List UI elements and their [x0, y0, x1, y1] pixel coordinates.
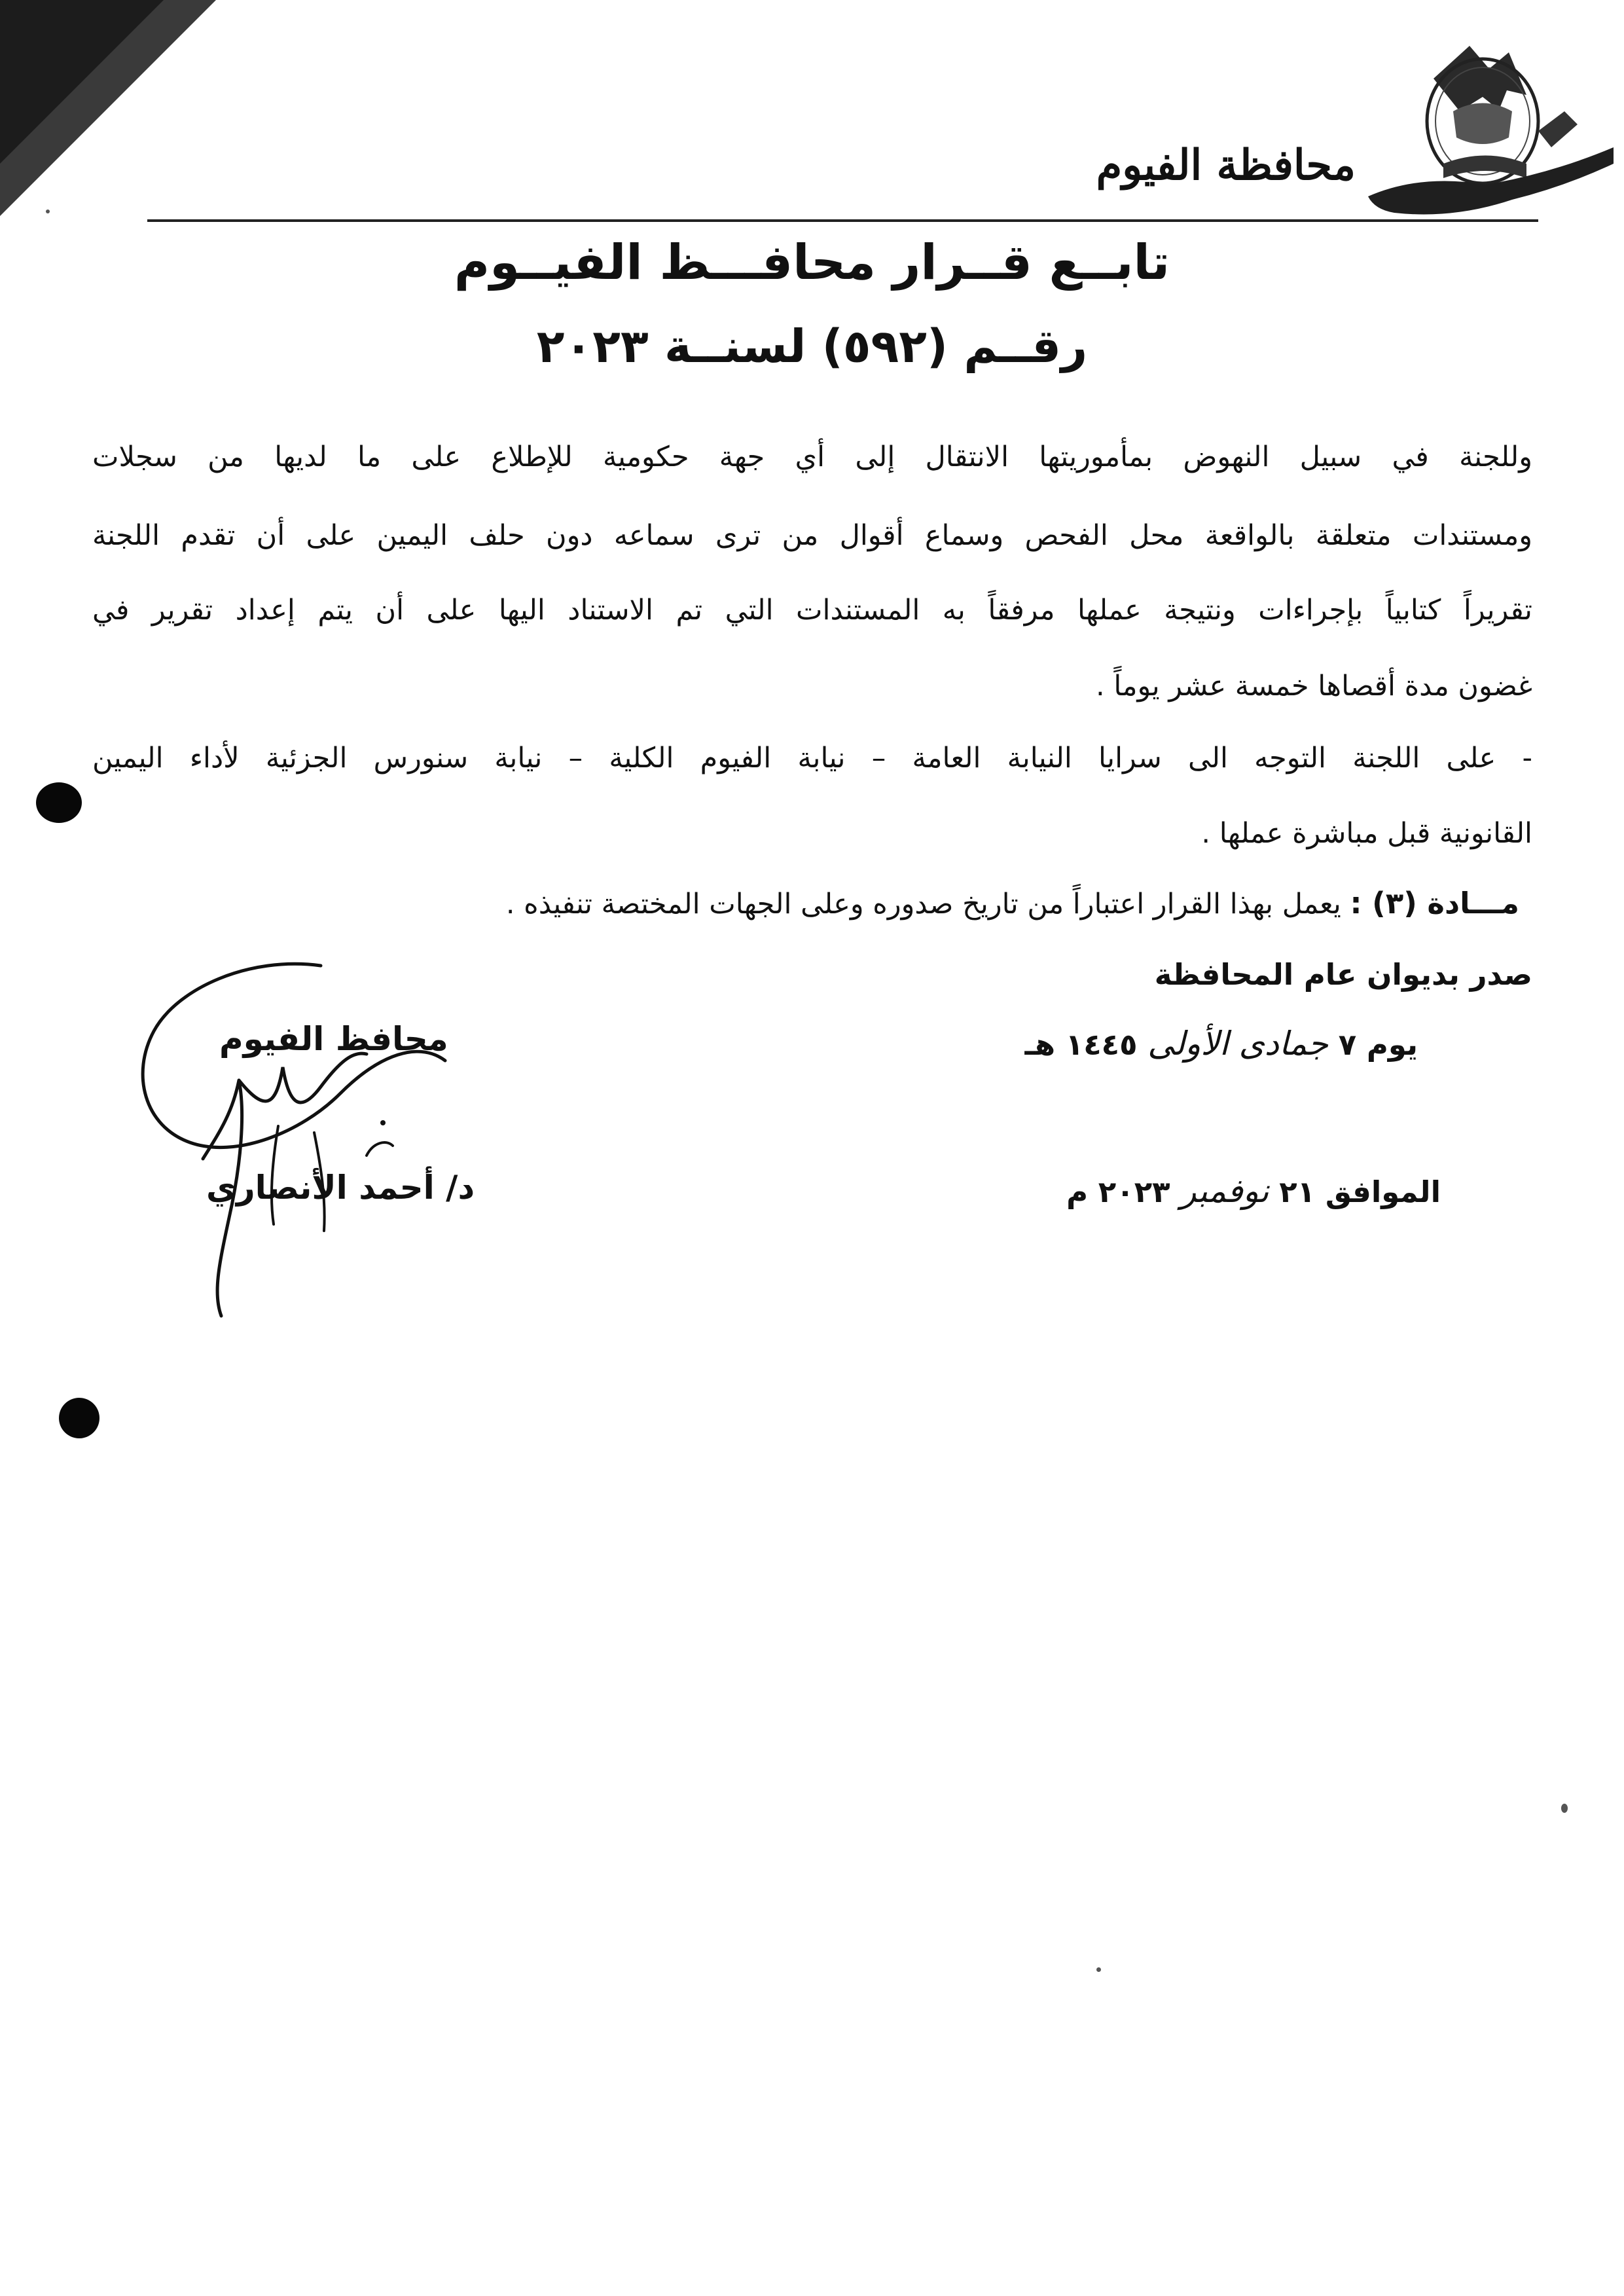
signatory-name: د/ أحمد الأنصاري: [206, 1169, 475, 1207]
gregorian-year: ٢٠٢٣ م: [1066, 1175, 1170, 1209]
body-line-4: غضون مدة أقصاها خمسة عشر يوماً .: [1096, 670, 1532, 702]
gregorian-day: الموافق ٢١: [1279, 1175, 1441, 1209]
document-title: تابــع قــرار محافـــظ الفيــوم: [454, 234, 1170, 291]
bullet-line-1: - على اللجنة التوجه الى سرايا النيابة العامة – نيابة الفيوم الكلية – نيابة سنورس الجزئية لأداء اليمين: [92, 742, 1532, 774]
hijri-year: ١٤٤٥ هـ: [1024, 1027, 1138, 1062]
scan-speck: [1561, 1804, 1568, 1813]
decree-number: رقــم (٥٩٢) لسنــة ٢٠٢٣: [536, 319, 1088, 373]
bullet-line-2: القانونية قبل مباشرة عملها .: [1201, 817, 1532, 850]
hijri-date: [1024, 1025, 1418, 1063]
scan-speck: [1096, 1967, 1101, 1972]
hijri-day: يوم ٧: [1338, 1027, 1418, 1062]
punch-hole-top: [36, 782, 82, 823]
article-label: مـــادة (٣) :: [1350, 886, 1519, 920]
header-divider: [147, 219, 1538, 222]
scan-speck: [46, 210, 50, 213]
governorate-logo: [1355, 33, 1617, 223]
article-text: يعمل بهذا القرار اعتباراً من تاريخ صدوره وعلى الجهات المختصة تنفيذه .: [505, 888, 1341, 920]
signatory-title: محافظ الفيوم: [219, 1020, 448, 1058]
handwritten-signature: [105, 917, 563, 1336]
hijri-month-handwritten: جمادى الأولى: [1147, 1025, 1329, 1063]
punch-hole-bottom: [59, 1398, 99, 1438]
article-3: [506, 884, 1519, 924]
scan-corner-dark: [0, 0, 164, 164]
body-line-3: تقريراً كتابياً بإجراءات ونتيجة عملها مرفقاً به المستندات التي تم الاستناد اليها على أن يتم إعداد تقرير في: [92, 594, 1532, 627]
issued-at: صدر بديوان عام المحافظة: [1154, 957, 1532, 992]
gregorian-month-handwritten: نوفمبر: [1180, 1172, 1269, 1210]
governorate-name: محافظة الفيوم: [1096, 141, 1356, 190]
gregorian-date: [1066, 1172, 1441, 1210]
body-line-1: وللجنة في سبيل النهوض بمأموريتها الانتقال إلى أي جهة حكومية للإطلاع على ما لديها من سجلات: [92, 441, 1532, 473]
body-line-2: ومستندات متعلقة بالواقعة محل الفحص وسماع أقوال من ترى سماعه دون حلف اليمين على أن تقدم اللجنة: [92, 519, 1532, 552]
